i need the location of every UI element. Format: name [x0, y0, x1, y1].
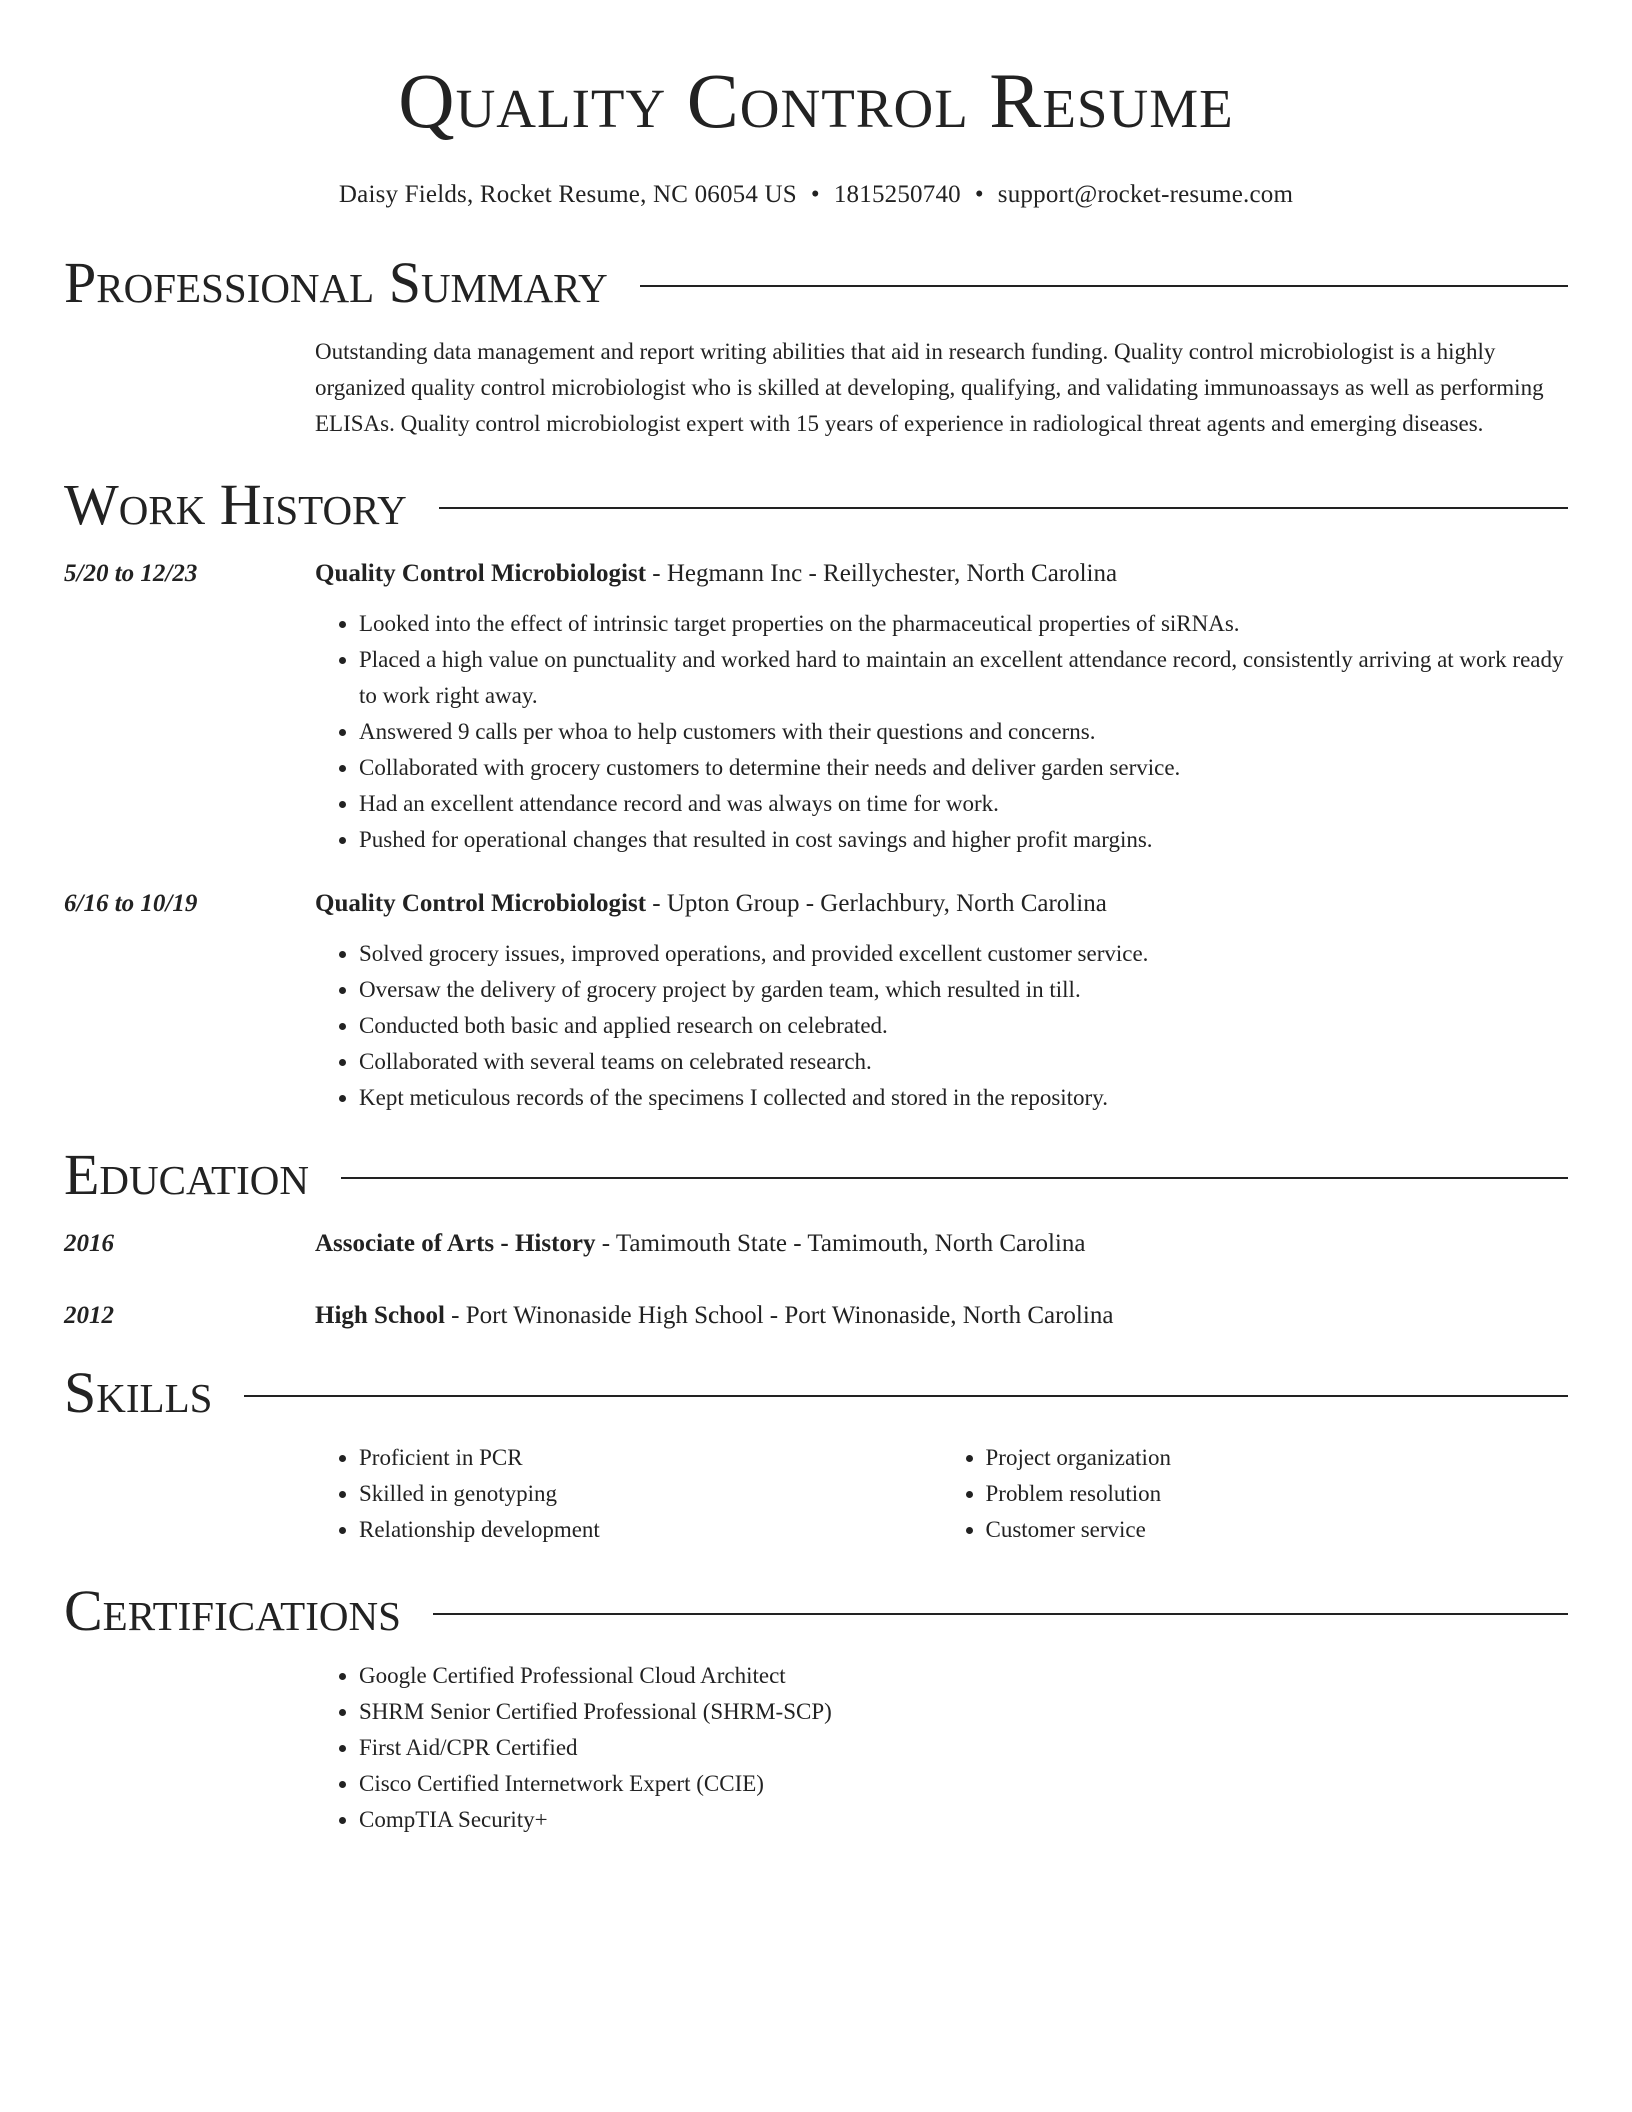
job-role: Quality Control Microbiologist	[315, 890, 647, 917]
list-item: • CompTIA Security+	[359, 1802, 1568, 1838]
education-year: 2016	[64, 1230, 114, 1257]
job-bullets	[315, 936, 1568, 1116]
list-item: • Customer service	[986, 1512, 1569, 1548]
job-heading	[315, 886, 1568, 922]
contact-separator: •	[810, 181, 820, 208]
certifications-section-header	[64, 1578, 1568, 1643]
work-section-title: Work History	[64, 472, 407, 537]
list-item: • First Aid/CPR Certified	[359, 1730, 1568, 1766]
list-item: • SHRM Senior Certified Professional (SHRM-SCP)	[359, 1694, 1568, 1730]
skills-column-right	[942, 1440, 1569, 1548]
job-bullets	[315, 606, 1568, 858]
list-item: • Collaborated with grocery customers to determine their needs and deliver garden service.	[359, 750, 1568, 786]
education-details: - Port Winonaside High School - Port Winonaside, North Carolina	[444, 1302, 1114, 1329]
job-heading	[315, 556, 1568, 592]
contact-separator: •	[974, 181, 984, 208]
education-details: - Tamimouth State - Tamimouth, North Carolina	[595, 1230, 1086, 1257]
job-entry	[64, 886, 1568, 1116]
skills-column-left	[315, 1440, 942, 1548]
education-entry	[64, 1298, 1568, 1334]
list-item: • Pushed for operational changes that resulted in cost savings and higher profit margins.	[359, 822, 1568, 858]
list-item: • Relationship development	[359, 1512, 942, 1548]
education-section-title: Education	[64, 1142, 309, 1207]
list-item: • Proficient in PCR	[359, 1440, 942, 1476]
list-item: • Project organization	[986, 1440, 1569, 1476]
resume-title: Quality Control Resume	[398, 57, 1234, 144]
job-role: Quality Control Microbiologist	[315, 560, 647, 587]
certifications-bullets	[315, 1658, 1568, 1838]
contact-address: Daisy Fields, Rocket Resume, NC 06054 US	[338, 181, 797, 208]
section-divider	[640, 285, 1568, 287]
summary-section-title: Professional Summary	[64, 250, 608, 315]
work-section-header	[64, 472, 1568, 537]
education-degree: Associate of Arts - History	[315, 1230, 596, 1257]
list-item: • Looked into the effect of intrinsic target properties on the pharmaceutical properties of siRNAs.	[359, 606, 1568, 642]
job-entry	[64, 556, 1568, 858]
job-details: - Upton Group - Gerlachbury, North Carolina	[646, 890, 1107, 917]
section-divider	[439, 507, 1568, 509]
job-dates: 5/20 to 12/23	[64, 560, 198, 587]
list-item: • Problem resolution	[986, 1476, 1569, 1512]
list-item: • Had an excellent attendance record and was always on time for work.	[359, 786, 1568, 822]
list-item: • Skilled in genotyping	[359, 1476, 942, 1512]
list-item: • Answered 9 calls per whoa to help customers with their questions and concerns.	[359, 714, 1568, 750]
list-item: • Cisco Certified Internetwork Expert (CCIE)	[359, 1766, 1568, 1802]
skills-list	[315, 1440, 1568, 1548]
job-dates: 6/16 to 10/19	[64, 890, 198, 917]
education-heading	[315, 1298, 1113, 1334]
section-divider	[341, 1177, 1568, 1179]
skills-section-title: Skills	[64, 1360, 213, 1425]
list-item: • Kept meticulous records of the specimens I collected and stored in the repository.	[359, 1080, 1568, 1116]
skills-section-header	[64, 1360, 1568, 1425]
list-item: • Placed a high value on punctuality and worked hard to maintain an excellent attendance record, consistently arriving at work ready to work right away.	[359, 642, 1568, 714]
list-item: • Google Certified Professional Cloud Architect	[359, 1658, 1568, 1694]
contact-email: support@rocket-resume.com	[997, 181, 1294, 208]
education-degree: High School	[315, 1302, 445, 1329]
education-year: 2012	[64, 1302, 114, 1329]
education-section-header	[64, 1142, 1568, 1207]
summary-text: Outstanding data management and report writing abilities that aid in research funding. Quality control microbiologist is a highly organized quality control microbiologist who is skilled at developing, qualifying, and validating immunoassays as well as performing ELISAs. Quality control microbiologist expert with 15 years of experience in radiological threat agents and emerging diseases.	[315, 339, 1544, 436]
contact-phone: 1815250740	[833, 181, 961, 208]
section-divider	[433, 1613, 1568, 1615]
list-item: • Conducted both basic and applied research on celebrated.	[359, 1008, 1568, 1044]
education-entry	[64, 1226, 1568, 1262]
list-item: • Solved grocery issues, improved operations, and provided excellent customer service.	[359, 936, 1568, 972]
certifications-section-title: Certifications	[64, 1578, 401, 1643]
section-divider	[244, 1395, 1568, 1397]
certifications-list	[315, 1658, 1568, 1838]
contact-line	[64, 180, 1568, 210]
list-item: • Collaborated with several teams on celebrated research.	[359, 1044, 1568, 1080]
job-details: - Hegmann Inc - Reillychester, North Carolina	[646, 560, 1118, 587]
education-heading	[315, 1226, 1085, 1262]
summary-section-header	[64, 250, 1568, 315]
list-item: • Oversaw the delivery of grocery project by garden team, which resulted in till.	[359, 972, 1568, 1008]
